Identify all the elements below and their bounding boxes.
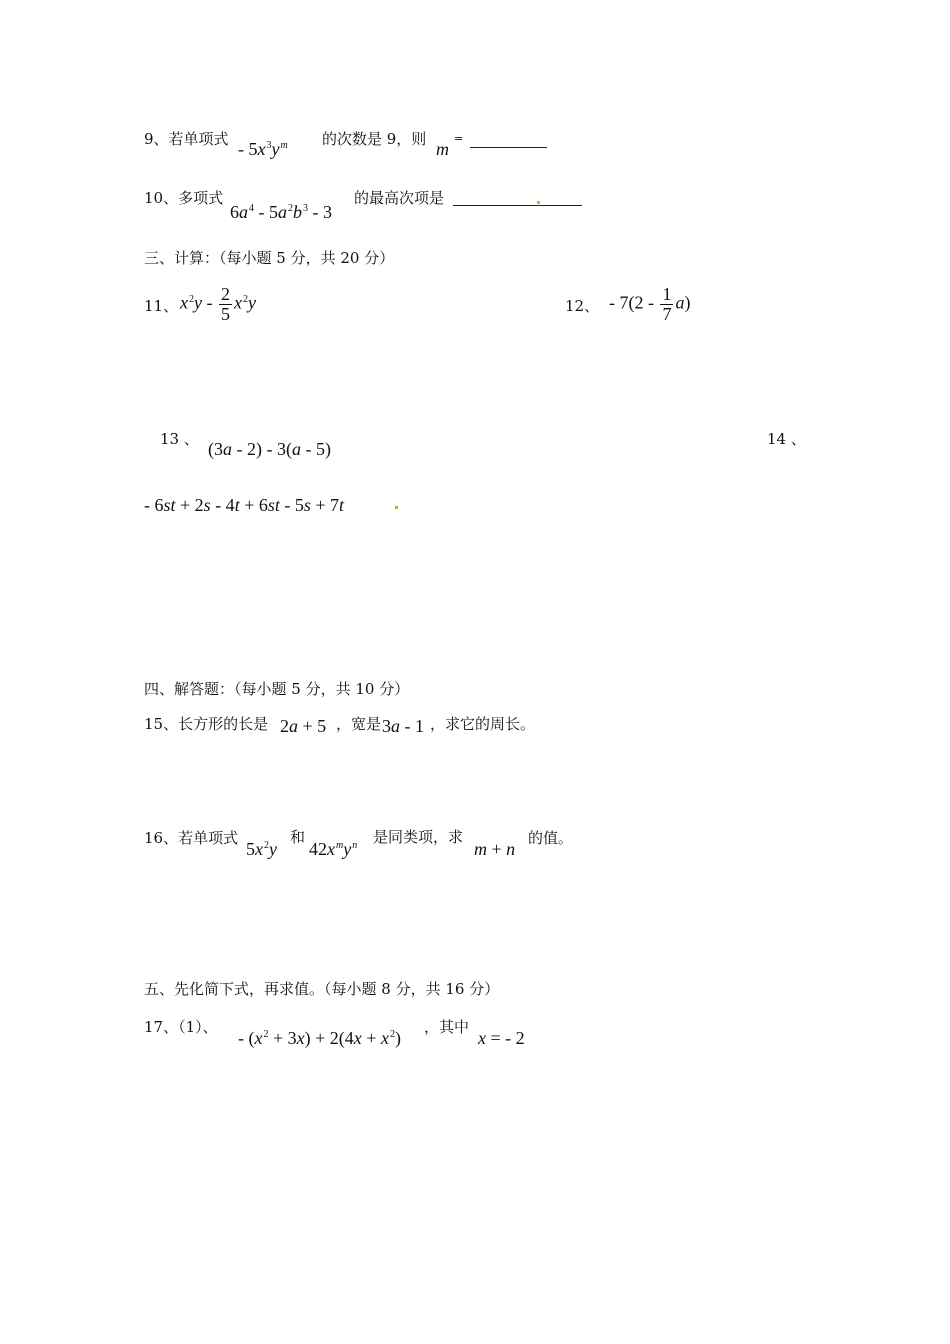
q17-label: 17、（1）、 [144, 1018, 218, 1036]
q9-equals: = [454, 132, 464, 145]
q9-text: 的次数是 9，则 [322, 130, 427, 148]
q15-text: ，宽是 [336, 715, 382, 733]
q11-expression: $x^2y$ - $\frac{2}{5}$ $x^2y$ [180, 284, 256, 324]
q17-condition: x = - 2 [478, 1028, 525, 1048]
q15-width: 3a - 1 [382, 716, 424, 736]
q9-variable: m [436, 139, 449, 159]
q9-answer-blank[interactable] [470, 147, 547, 148]
q14-label: 14 、 [767, 430, 806, 448]
stray-dot [537, 201, 540, 204]
q16-text: 是同类项，求 [373, 828, 464, 846]
q14-expression: - 6st + 2s - 4t + 6st - 5s + 7t [144, 495, 345, 515]
q10-answer-blank[interactable] [453, 205, 582, 206]
q15-label: 15、长方形的长是 [144, 715, 269, 733]
q15-length: 2a + 5 [280, 716, 327, 736]
q10-text: 的最高次项是 [354, 189, 445, 207]
q10-label: 10、多项式 [144, 189, 224, 207]
q13-expression: (3a - 2) - 3(a - 5) [208, 439, 331, 459]
q16-and: 和 [290, 828, 306, 846]
q11-label: 11、 [144, 297, 179, 315]
q15-tail: ，求它的周长。 [430, 715, 536, 733]
q16-tail: 的值。 [528, 829, 574, 847]
q16-monomial-a: $5x^2y$ [246, 839, 277, 859]
q16-label: 16、若单项式 [144, 829, 239, 847]
q10-expression: $6a^4 - 5a^2b^3 - 3$ [230, 202, 332, 222]
q17-expression: - $(x^2 + 3x) + 2(4x + x^2)$ [238, 1028, 401, 1048]
stray-dot [395, 506, 398, 509]
q11-fraction: $\frac{2}{5}$ [221, 284, 230, 324]
q16-sum: m + n [474, 839, 516, 859]
q9-label: 9、若单项式 [144, 130, 229, 148]
q17-text: ，其中 [424, 1018, 470, 1036]
q9-expression: - $5x^3y^m$ [238, 139, 288, 159]
section-4-heading: 四、解答题：（每小题 5 分，共 10 分） [144, 680, 410, 698]
section-5-heading: 五、先化简下式，再求值。（每小题 8 分，共 16 分） [144, 980, 500, 998]
q12-fraction: $\frac{1}{7}$ [662, 284, 672, 324]
q12-expression: - 7(2 - $\frac{1}{7}$ a) [609, 284, 691, 324]
q13-label: 13 、 [160, 430, 199, 448]
q16-monomial-b: $42x^my^n$ [309, 839, 358, 859]
q12-label: 12、 [565, 297, 600, 315]
section-3-heading: 三、计算：（每小题 5 分，共 20 分） [144, 249, 395, 267]
